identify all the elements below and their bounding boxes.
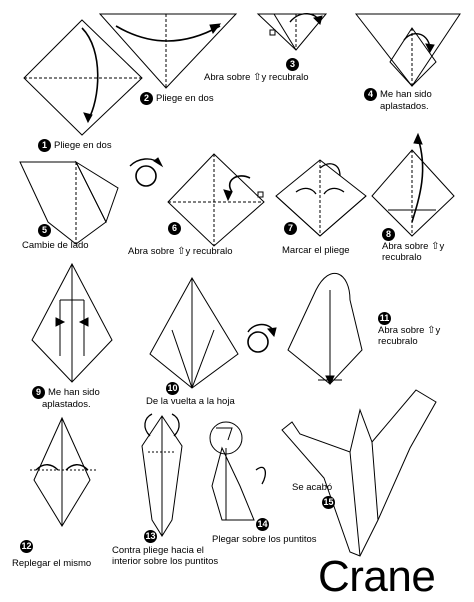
step2-text: Pliege en dos [156, 93, 214, 105]
step11-line2: recubralo [378, 336, 418, 347]
step9-label [32, 386, 100, 410]
step13-line2: interior sobre los puntitos [112, 556, 219, 567]
step15-text: Se acabó [292, 482, 333, 493]
step9-number: 9 [32, 386, 45, 399]
step10-text: De la vuelta a la hoja [146, 396, 235, 407]
step6-number: 6 [168, 222, 181, 235]
step1-number: 1 [38, 139, 51, 152]
step11-line1: Abra sobre [378, 325, 425, 336]
step13-number: 13 [145, 531, 156, 541]
step14-number: 14 [257, 519, 268, 529]
step15-number-wrap [322, 496, 338, 509]
step3-number-wrap [286, 58, 302, 71]
step11-figure [288, 273, 362, 384]
step12-text: Replegar el mismo [12, 558, 92, 569]
step8-label [382, 228, 444, 263]
step11-number: 11 [379, 313, 390, 323]
step10-figure [150, 278, 276, 388]
step3-text-b: y recubralo [261, 72, 309, 83]
step13-line1: Contra pliege hacia el [112, 545, 204, 556]
step12-number-wrap [20, 540, 36, 553]
step13-number-wrap [144, 530, 160, 543]
step6-text-b: y recubralo [185, 246, 233, 257]
step1-label [38, 139, 112, 152]
step15-figure [282, 390, 436, 556]
step15-label [292, 482, 332, 493]
step11-line1-tail: y [435, 325, 441, 336]
step11-label [378, 312, 440, 347]
step14-number-wrap [256, 518, 272, 531]
up-arrow-icon: ⇧ [427, 325, 436, 336]
step2-number: 2 [140, 92, 153, 105]
step15-number: 15 [323, 497, 334, 507]
step5-label [22, 240, 89, 251]
step8-figure [372, 134, 454, 236]
step10-number-wrap [166, 382, 182, 395]
step3-text-a: Abra sobre [204, 72, 251, 83]
step7-number: 7 [284, 222, 297, 235]
step3-figure [258, 14, 326, 50]
step9-line1: Me han sido [48, 387, 100, 399]
step8-number: 8 [382, 228, 395, 241]
page-title: Crane [318, 552, 436, 601]
step3-label [204, 72, 309, 83]
step10-number: 10 [167, 383, 178, 393]
step7-number-wrap [284, 222, 300, 235]
step4-figure [356, 14, 460, 86]
step12-number: 12 [21, 541, 32, 551]
step4-line2: aplastados. [380, 101, 429, 112]
step4-line1: Me han sido [380, 89, 432, 101]
up-arrow-icon: ⇧ [431, 241, 440, 252]
step3-number: 3 [286, 58, 299, 71]
step14-label [212, 534, 317, 545]
step6-text-a: Abra sobre [128, 246, 175, 257]
step12-figure [30, 418, 96, 526]
step7-label [282, 245, 350, 256]
step5-number: 5 [38, 224, 51, 237]
step4-label [364, 88, 432, 112]
step8-line1-a: Abra sobre [382, 241, 429, 252]
step7-text: Marcar el pliege [282, 245, 350, 256]
step9-line2: aplastados. [42, 399, 91, 410]
step2-label [140, 92, 214, 105]
step8-line1-b: y [439, 241, 445, 252]
step1-text: Pliege en dos [54, 140, 112, 152]
step9-figure [32, 264, 112, 382]
step14-text: Plegar sobre los puntitos [212, 534, 317, 545]
step10-label [146, 396, 235, 407]
step8-line2: recubralo [382, 252, 422, 263]
step5-text: Cambie de lado [22, 240, 89, 251]
up-arrow-icon: ⇧ [253, 72, 262, 83]
step6-label [128, 246, 233, 257]
up-arrow-icon: ⇧ [177, 246, 186, 257]
step12-label [12, 558, 91, 569]
step13-label [112, 545, 218, 567]
step4-number: 4 [364, 88, 377, 101]
step1-figure [24, 20, 142, 135]
step14-figure [210, 422, 265, 520]
step5-number-wrap [38, 224, 54, 237]
step13-figure [142, 414, 182, 536]
step6-number-wrap [168, 222, 184, 235]
